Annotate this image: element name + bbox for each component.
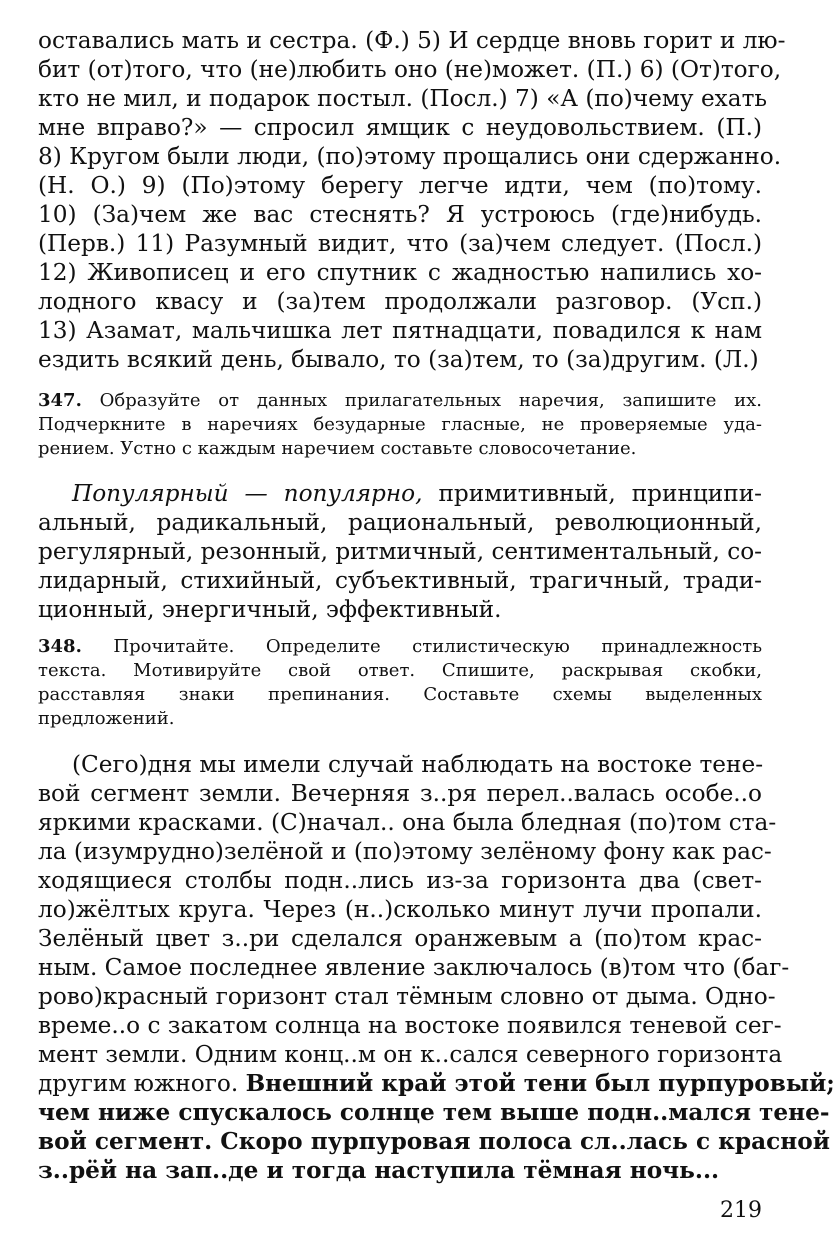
text-line: оставались мать и сестра. (Ф.) 5) И сердце вновь горит и лю-	[38, 27, 786, 54]
text-line: вой сегмент земли. Вечерняя з..ря перел..валась особе..о	[38, 780, 762, 807]
text-line: ла (изумрудно)зелёной и (по)этому зелёному фону как рас-	[38, 838, 772, 865]
task-text: текста. Мотивируйте свой ответ. Спишите, раскрывая скобки,	[38, 660, 762, 681]
text-line: ным. Самое последнее явление заключалось (в)том что (баг-	[38, 954, 790, 981]
task-text: Образуйте от данных прилагательных наречия, запишите их.	[99, 390, 762, 411]
text-line: ездить всякий день, бывало, то (за)тем, то (за)другим. (Л.)	[38, 346, 759, 373]
word-list: примитивный, принципи-	[422, 480, 763, 507]
task-text: рением. Устно с каждым наречием составьте словосочетание.	[38, 438, 637, 459]
exercise-number: 348.	[38, 636, 82, 657]
text-line: (Н. О.) 9) (По)этому берегу легче идти, чем (по)тому.	[38, 172, 762, 199]
text-line: 10) (За)чем же вас стеснять? Я устроюсь (где)нибудь.	[38, 201, 762, 228]
plain-text: другим южного.	[38, 1070, 246, 1097]
task-text: расставляя знаки препинания. Составьте схемы выделенных	[38, 684, 762, 705]
text-line: Зелёный цвет з..ри сделался оранжевым а (по)том крас-	[38, 925, 762, 952]
task-text: Подчеркните в наречиях безударные гласные, не проверяемые уда-	[38, 414, 762, 435]
word-list: альный, радикальный, рациональный, революционный,	[38, 509, 762, 536]
text-line: 12) Живописец и его спутник с жадностью напились хо-	[38, 259, 762, 286]
highlighted-sentence: з..рёй на зап..де и тогда наступила тёмная ночь...	[38, 1157, 720, 1184]
exercise-number: 347.	[38, 390, 82, 411]
text-line: мне вправо?» — спросил ямщик с неудовольствием. (П.)	[38, 114, 762, 141]
exercise-347-example	[72, 479, 762, 508]
example-word: Популярный — популярно,	[72, 480, 423, 507]
text-line: кто не мил, и подарок постыл. (Посл.) 7) «А (по)чему ехать	[38, 85, 768, 112]
text-line: ло)жёлтых круга. Через (н..)сколько минут лучи пропали.	[38, 896, 762, 923]
highlighted-sentence: чем ниже спускалось солнце тем выше подн..мался тене-	[38, 1099, 830, 1126]
task-text: предложений.	[38, 708, 175, 729]
text-line: рово)красный горизонт стал тёмным словно от дыма. Одно-	[38, 983, 776, 1010]
text-line: (Перв.) 11) Разумный видит, что (за)чем следует. (Посл.)	[38, 230, 762, 257]
text-line: яркими красками. (С)начал.. она была бледная (по)том ста-	[38, 809, 777, 836]
text-line: време..о с закатом солнца на востоке появился теневой сег-	[38, 1012, 782, 1039]
task-text: Прочитайте. Определите стилистическую принадлежность	[113, 636, 762, 657]
text-line: мент земли. Одним конц..м он к..сался северного горизонта	[38, 1041, 783, 1068]
exercise-348-task	[38, 636, 762, 658]
text-line: 8) Кругом были люди, (по)этому прощались они сдержанно.	[38, 143, 782, 170]
exercise-347-task	[38, 390, 762, 412]
text-line: ходящиеся столбы подн..лись из-за горизонта два (свет-	[38, 867, 762, 894]
highlighted-sentence: вой сегмент. Скоро пурпуровая полоса сл..лась с красной	[38, 1128, 830, 1155]
text-line: (Сего)дня мы имели случай наблюдать на востоке тене-	[72, 751, 764, 778]
text-line-mixed	[38, 1069, 835, 1098]
text-line: бит (от)того, что (не)любить оно (не)может. (П.) 6) (От)того,	[38, 56, 782, 83]
highlighted-sentence: Внешний край этой тени был пурпуровый;	[245, 1070, 835, 1097]
word-list: лидарный, стихийный, субъективный, трагичный, тради-	[38, 567, 762, 594]
text-line: 13) Азамат, мальчишка лет пятнадцати, повадился к нам	[38, 317, 762, 344]
page-number: 219	[720, 1198, 762, 1223]
text-line: лодного квасу и (за)тем продолжали разговор. (Усп.)	[38, 288, 762, 315]
word-list: ционный, энергичный, эффективный.	[38, 596, 502, 623]
word-list: регулярный, резонный, ритмичный, сентиментальный, со-	[38, 538, 762, 565]
